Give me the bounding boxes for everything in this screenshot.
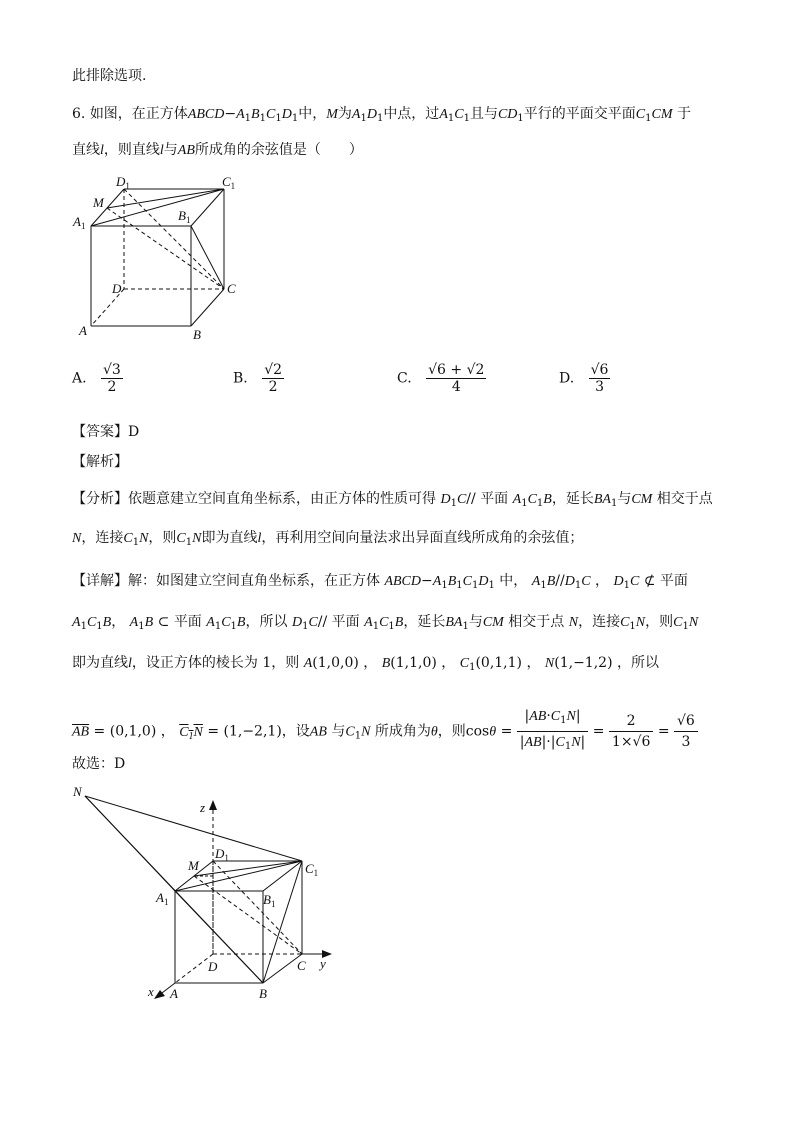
label-A-2: A: [170, 986, 178, 1001]
option-c[interactable]: C. $\frac{√6 + √2}{4}$: [397, 362, 485, 395]
detail-line-1: 【详解】解：如图建立空间直角坐标系，在正方体 $ABCD-A_1B_1C_1D_1$ 中， $A_1B//D_1C$ ， $D_1C$ ⊄ 平面: [72, 573, 688, 591]
analysis-line-1: 【分析】依题意建立空间直角坐标系，由正方体的性质可得 $D_1C//$ 平面 $A_1C_1B$，延长$BA_1$与CM 相交于点: [72, 491, 713, 509]
label-D1-2: $D_1$: [215, 846, 229, 863]
label-C1-2: $C_1$: [305, 861, 319, 878]
label-D-2: D: [208, 959, 218, 974]
detail-line-2: $A_1C_1B$， $A_1B$ ⊂ 平面 $A_1C_1B$，所以 $D_1C//$ 平面 $A_1C_1B$，延长$BA_1$与CM 相交于点 N，连接$C_1N$，则$C_1N$: [72, 614, 699, 632]
answer-line: 【答案】D: [72, 424, 140, 440]
analysis-line-2: N，连接$C_1N$，则$C_1N$即为直线l，再利用空间向量法求出异面直线所成角的余弦值；: [72, 530, 584, 548]
preceding-text: 此排除选项.: [72, 68, 147, 84]
label-D1: $D_1$: [116, 174, 130, 191]
option-d[interactable]: D. $\frac{√6}{3}$: [559, 362, 609, 395]
label-B-2: B: [259, 986, 267, 1001]
label-N: N: [73, 784, 82, 799]
label-B: B: [193, 327, 201, 342]
label-C: C: [227, 281, 236, 296]
cube-figure: [72, 172, 247, 344]
label-B1: $B_1$: [178, 208, 191, 225]
label-y: y: [320, 956, 326, 971]
label-C-2: C: [297, 958, 306, 973]
question-line-2: 直线l，则直线l与AB所成角的余弦值是（ ）: [72, 142, 363, 158]
coordinate-cube-figure: [70, 782, 340, 1004]
label-M: M: [93, 195, 104, 210]
detail-line-3: 即为直线l，设正方体的棱长为 1，则 A(1,0,0) ， B(1,1,0) ， $C_1(0,1,1)$ ， N(1,−1,2) ，所以: [72, 655, 659, 673]
label-B1-2: $B_1$: [263, 892, 276, 909]
label-A: A: [79, 323, 87, 338]
question-line-1: 6. 如图，在正方体$ABCD-A_1B_1C_1D_1$中，M为$A_1D_1$中点，过$A_1C_1$且与$CD_1$平行的平面交平面$C_1CM$ 于: [72, 106, 691, 124]
option-a[interactable]: A. $\frac{√3}{2}$: [72, 362, 121, 395]
label-A1-2: $A_1$: [156, 890, 169, 907]
label-C1: $C_1$: [222, 174, 236, 191]
detail-line-4: $\overline{AB} = (0,1,0)$ ， $C_1N = (1,-2,1)$，设AB 与$C_1N$ 所成角为θ，则cosθ = $\frac{|AB\cdot C_1N|}{|AB|\cdot|C_1N|}$ = $\frac{2}{1\times√6}$ = $\frac{√6}{3}$: [72, 706, 698, 757]
label-x: x: [148, 984, 154, 999]
label-A1: $A_1$: [73, 214, 86, 231]
label-M2: M: [188, 858, 199, 873]
label-D: D: [112, 281, 122, 296]
final-answer: 故选：D: [72, 756, 126, 772]
analysis-heading: 【解析】: [72, 454, 128, 470]
option-b[interactable]: B. $\frac{√2}{2}$: [233, 362, 283, 395]
label-z: z: [200, 800, 206, 815]
